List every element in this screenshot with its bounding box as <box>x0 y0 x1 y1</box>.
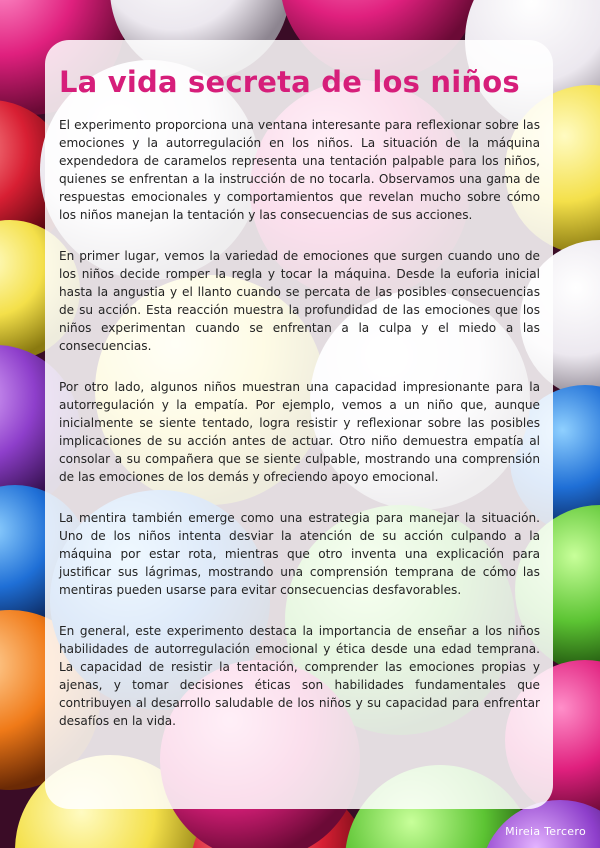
paragraph-4: La mentira también emerge como una estrategia para manejar la situación. Uno de los niños intenta desviar la atención de su acción culpando a la máquina por estar rota, mientras que otro inventa una explicación para justificar sus lágrimas, mostrando una comprensión temprana de cómo las mentiras pueden usarse para evitar consecuencias desfavorables. <box>59 511 540 597</box>
content-card <box>45 40 553 809</box>
paragraph-1: El experimento proporciona una ventana interesante para reflexionar sobre las emociones y la autorregulación en los niños. La situación de la máquina expendedora de caramelos representa una tentación palpable para los niños, quienes se enfrentan a la instrucción de no tocarla. Observamos una gama de respuestas emocionales y comportamientos que revelan mucho sobre cómo los niños manejan la tentación y las consecuencias de sus acciones. <box>59 118 540 222</box>
paragraph-5: En general, este experimento destaca la importancia de enseñar a los niños habilidades de autorregulación emocional y ética desde una edad temprana. La capacidad de resistir la tentación, comprender las emociones propias y ajenas, y tomar decisiones éticas son habilidades fundamentales que contribuyen al desarrollo saludable de los niños y su capacidad para enfrentar desafíos en la vida. <box>59 624 540 728</box>
page-title: La vida secreta de los niños <box>59 65 520 99</box>
paragraph-2: En primer lugar, vemos la variedad de emociones que surgen cuando uno de los niños decide romper la regla y tocar la máquina. Desde la euforia inicial hasta la angustia y el llanto cuando se percata de las posibles consecuencias de su acción. Esta reacción muestra la profundidad de las emociones que los niños experimentan cuando se enfrentan a la culpa y el miedo a las consecuencias. <box>59 249 540 353</box>
author-credit: Mireia Tercero <box>505 825 586 838</box>
paragraph-3: Por otro lado, algunos niños muestran una capacidad impresionante para la autorregulación y la empatía. Por ejemplo, vemos a un niño que, aunque inicialmente se siente tentado, logra resistir y reflexionar sobre las posibles implicaciones de su acción antes de actuar. Otro niño demuestra empatía al consolar a su compañera que se siente culpable, mostrando una comprensión de las emociones de los demás y ofreciendo apoyo emocional. <box>59 380 540 484</box>
